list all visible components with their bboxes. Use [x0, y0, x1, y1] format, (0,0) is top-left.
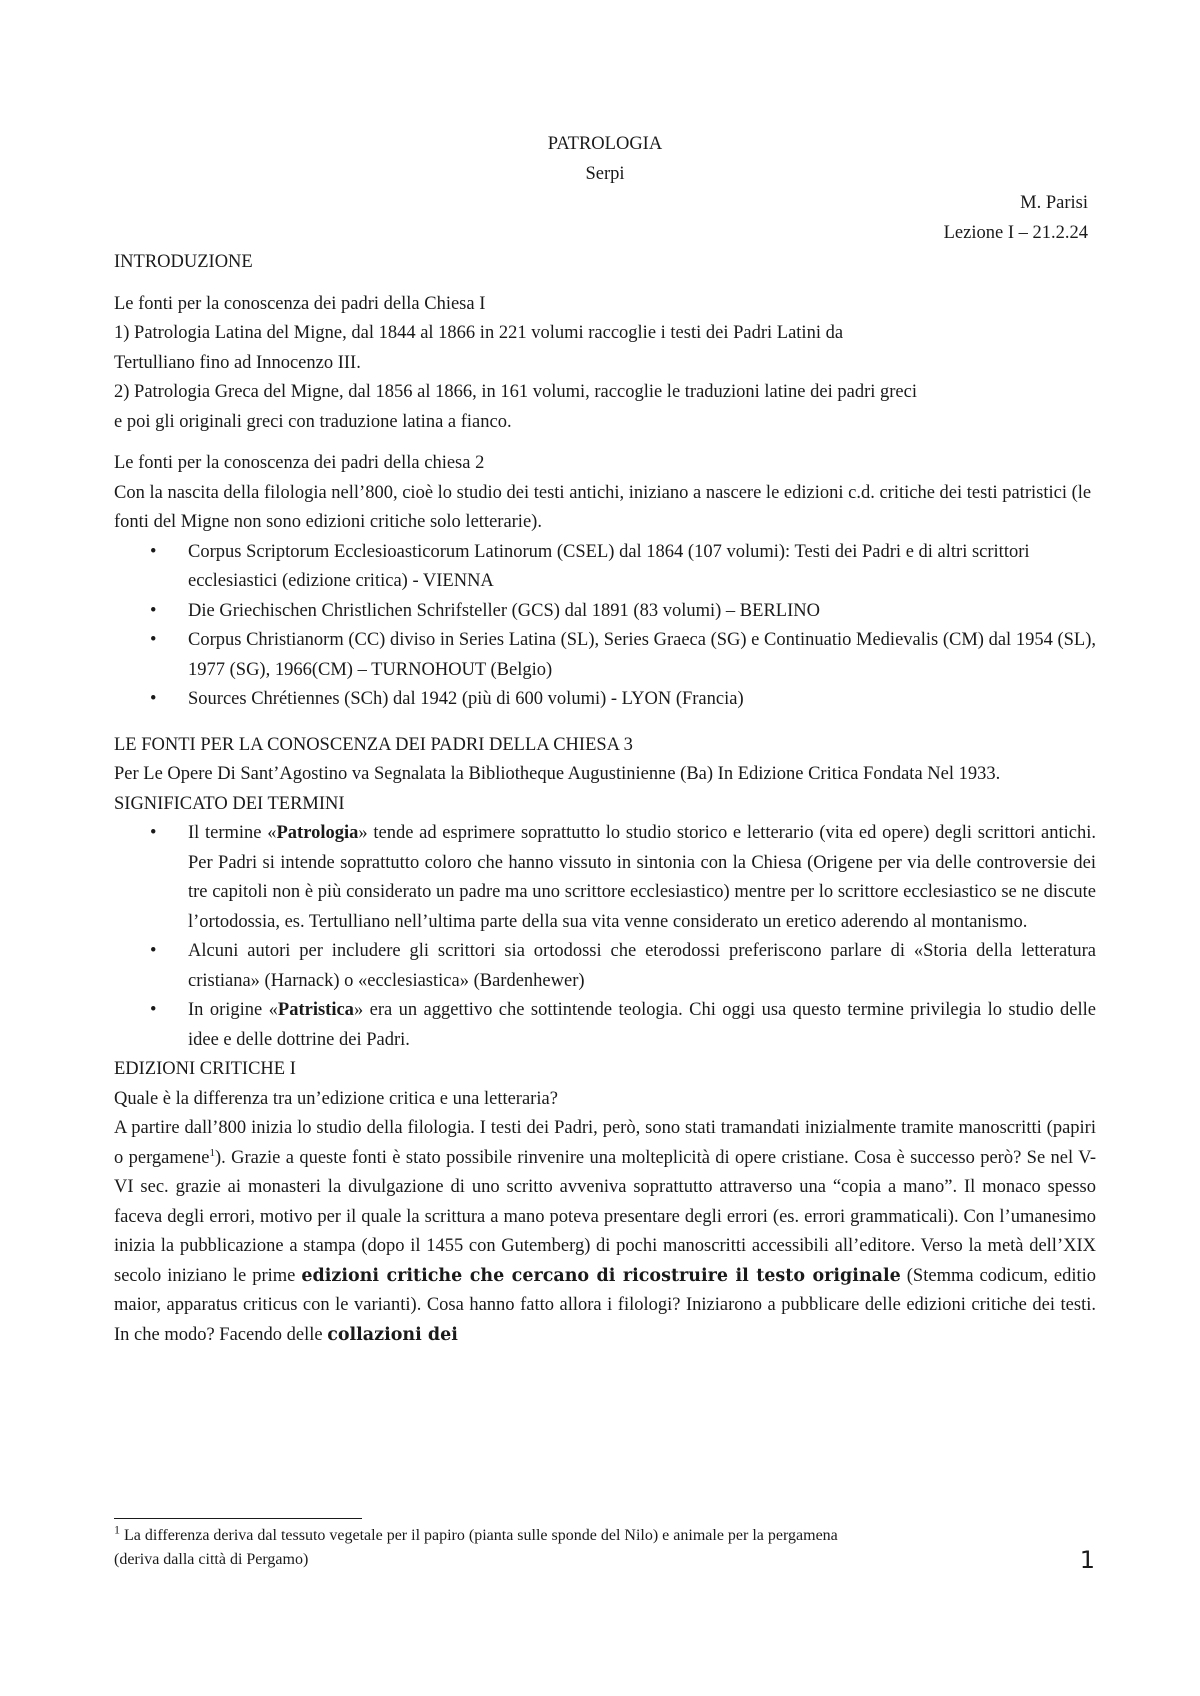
footnote-divider [114, 1518, 362, 1519]
footnote [114, 1524, 1094, 1572]
section-heading: Le fonti per la conoscenza dei padri della Chiesa I [114, 293, 486, 314]
paragraph: A partire dall’800 inizia lo studio della filologia. I testi dei Padri, però, sono stati tramandati inizialmente tramite manoscritti (papiri o pergamene$^1$). Grazie a queste fonti è stato possibile rinvenire una molteplicità di opere cristiane. Cosa è successo però? Se nel V-VI sec. grazie ai monasteri la divulgazione di uno scritto avveniva soprattutto attraverso una “copia a mano”. Il monaco spesso faceva degli errori, motivo per il quale la scrittura a mano poteva presentare degli errori (es. errori grammaticali). Con l’umanesimo inizia la pubblicazione a stampa (dopo il 1455 con Gutemberg) di pochi manoscritti accessibili all’editore. Verso la metà dell’XIX secolo iniziano le prime edizioni critiche che cercano di ricostruire il testo originale (Stemma codicum, editio maior, apparatus criticus con le varianti). Cosa hanno fatto allora i filologi? Iniziarono a pubblicare delle edizioni critiche dei testi. In che modo? Facendo delle collazioni dei [114, 1118, 1097, 1345]
question-line: Quale è la differenza tra un’edizione critica e una letteraria? [114, 1088, 558, 1109]
bullet-icon: • [150, 630, 157, 650]
section-heading: Le fonti per la conoscenza dei padri della chiesa 2 [114, 453, 485, 473]
list-item: • Die Griechischen Christlichen Schrifsteller (GCS) dal 1891 (83 volumi) – BERLINO [114, 597, 1096, 627]
section-critical-editions [114, 1055, 1096, 1350]
section-terms [114, 790, 1096, 1056]
document-subtitle: Serpi [585, 163, 625, 184]
section-sources-1 [114, 290, 1096, 438]
section-sources-2 [114, 449, 1096, 715]
paragraph: Con la nascita della filologia nell’800, cioè lo studio dei testi antichi, iniziano a nascere le edizioni c.d. critiche dei testi patristici (le fonti del Migne non sono edizioni critiche solo letterarie). [114, 482, 1092, 532]
footnote-line: (deriva dalla città di Pergamo) [114, 1551, 309, 1568]
page-number: 1 [1079, 1546, 1095, 1574]
list-item: • Alcuni autori per includere gli scrittori sia ortodossi che eterodossi preferiscono parlare di «Storia della letteratura cristiana» (Harnack) o «ecclesiastica» (Bardenhewer) [114, 937, 1096, 996]
section-heading: SIGNIFICATO DEI TERMINI [114, 793, 345, 814]
document-body [114, 130, 1096, 1350]
bullet-icon: • [150, 941, 157, 961]
bullet-icon: • [150, 823, 157, 843]
bullet-list [114, 538, 1096, 715]
footnote-marker: 1 [114, 1522, 120, 1537]
list-item: • Il termine «Patrologia» tende ad esprimere soprattutto lo studio storico e letterario (vita ed opere) degli scrittori antichi. Per Padri si intende soprattutto coloro che hanno vissuto in sintonia con la Chiesa (Origene per via delle controversie dei tre capitoli non è più considerato un padre ma uno scrittore ecclesiastico) mentre per lo scrittore ecclesiastico se ne discute l’ortodossia, es. Tertulliano nell’ultima parte della sua vita venne considerato un eretico aderendo al montanismo. [114, 819, 1096, 937]
text-line: 1) Patrologia Latina del Migne, dal 1844 al 1866 in 221 volumi raccoglie i testi dei Padri Latini da [114, 323, 844, 343]
footnote-ref[interactable]: 1 [209, 1146, 215, 1159]
section-heading: LE FONTI PER LA CONOSCENZA DEI PADRI DELLA CHIESA 3 [114, 734, 633, 755]
lesson-date: Lezione I – 21.2.24 [943, 222, 1088, 243]
list-item: • In origine «Patristica» era un aggettivo che sottintende teologia. Chi oggi usa questo termine privilegia lo studio delle idee e delle dottrine dei Padri. [114, 996, 1096, 1055]
author-name: M. Parisi [1020, 193, 1088, 213]
bullet-list [114, 819, 1096, 1055]
section-heading: EDIZIONI CRITICHE I [114, 1059, 296, 1079]
text-line: e poi gli originali greci con traduzione latina a fianco. [114, 411, 512, 432]
bullet-icon: • [150, 541, 157, 562]
section-sources-3 [114, 731, 1096, 790]
bullet-icon: • [150, 1000, 157, 1020]
paragraph: Per Le Opere Di Sant’Agostino va Segnalata la Bibliotheque Augustinienne (Ba) In Edizione Critica Fondata Nel 1933. [114, 764, 1001, 784]
bold-phrase: edizioni critiche che cercano di ricostruire il testo originale [301, 1265, 901, 1286]
document-title: PATROLOGIA [547, 134, 663, 154]
list-item: • Corpus Christianorm (CC) diviso in Series Latina (SL), Series Graeca (SG) e Continuatio Medievalis (CM) dal 1954 (SL), 1977 (SG), 1966(CM) – TURNOHOUT (Belgio) [114, 626, 1096, 685]
bullet-icon: • [150, 600, 157, 621]
bullet-icon: • [150, 689, 157, 709]
text-line: Tertulliano fino ad Innocenzo III. [114, 352, 361, 373]
intro-heading: INTRODUZIONE [114, 252, 253, 272]
footnote-line: $^1$ La differenza deriva dal tessuto vegetale per il papiro (pianta sulle sponde del Nilo) e animale per la pergamena [114, 1522, 838, 1544]
list-item: • Corpus Scriptorum Ecclesioasticorum Latinorum (CSEL) dal 1864 (107 volumi): Testi dei Padri e di altri scrittori ecclesiastici (edizione critica) - VIENNA [114, 538, 1096, 597]
text-line: 2) Patrologia Greca del Migne, dal 1856 al 1866, in 161 volumi, raccoglie le traduzioni latine dei padri greci [114, 382, 917, 402]
list-item: • Sources Chrétiennes (SCh) dal 1942 (più di 600 volumi) - LYON (Francia) [114, 685, 1096, 715]
bold-phrase: collazioni dei [327, 1324, 458, 1345]
bold-term: Patristica [277, 1000, 354, 1020]
bold-term: Patrologia [276, 823, 359, 843]
